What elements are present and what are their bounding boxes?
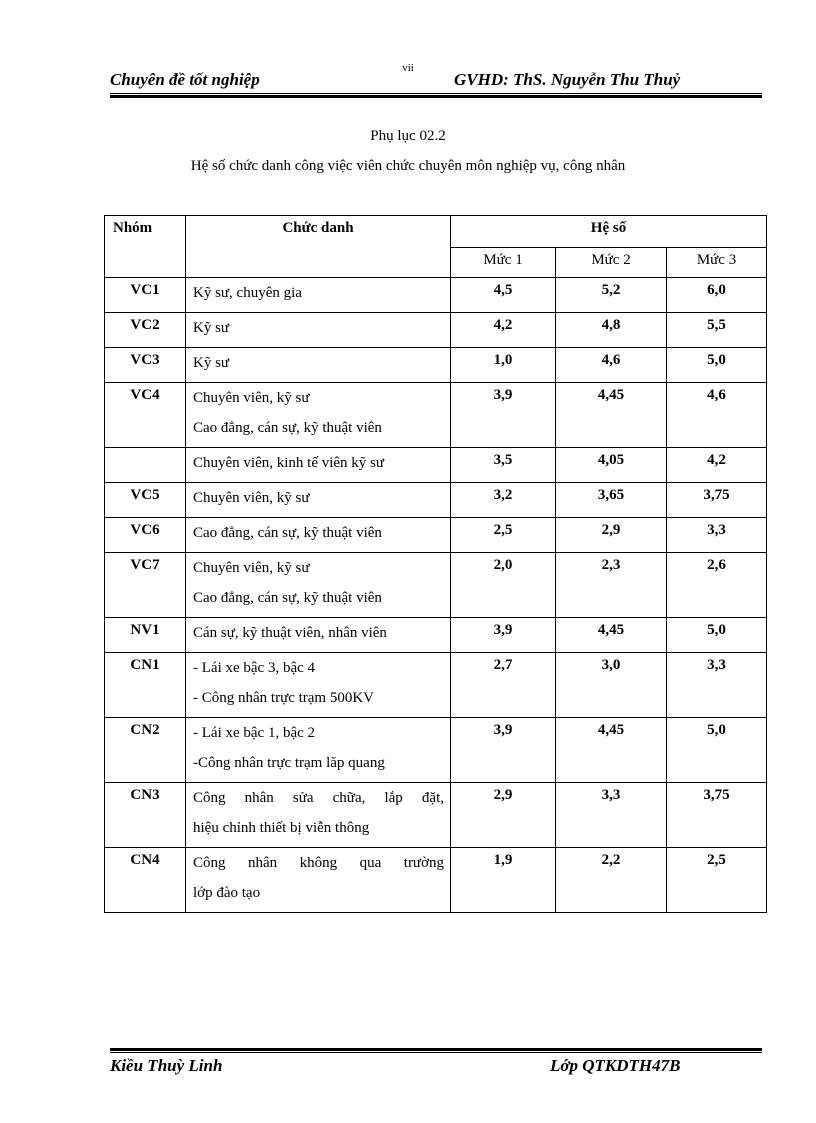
cell-level1: 1,0	[451, 348, 556, 383]
cell-group	[105, 448, 186, 483]
cell-group: VC6	[105, 518, 186, 553]
cell-group: VC7	[105, 553, 186, 618]
table-body	[105, 278, 767, 913]
table-row	[105, 718, 767, 783]
cell-level2: 5,2	[556, 278, 667, 313]
header-level2: Mức 2	[556, 248, 667, 278]
header-coefficient-label: Hệ số	[590, 220, 627, 236]
cell-title-line: Cao đẳng, cán sự, kỹ thuật viên	[193, 590, 382, 606]
cell-level2: 4,45	[556, 718, 667, 783]
cell-level2: 3,0	[556, 653, 667, 718]
table-row	[105, 348, 767, 383]
appendix-label: Phụ lục 02.2	[370, 128, 446, 144]
cell-title	[186, 618, 451, 653]
table-row	[105, 653, 767, 718]
cell-level3: 5,0	[667, 618, 767, 653]
cell-level3: 4,2	[667, 448, 767, 483]
cell-level2: 2,3	[556, 553, 667, 618]
header-level1: Mức 1	[451, 248, 556, 278]
cell-group: VC4	[105, 383, 186, 448]
cell-title	[186, 278, 451, 313]
cell-level3: 5,5	[667, 313, 767, 348]
cell-level1: 2,7	[451, 653, 556, 718]
cell-title-line: Cao đẳng, cán sự, kỹ thuật viên	[193, 420, 382, 436]
table-row	[105, 448, 767, 483]
table-row	[105, 278, 767, 313]
cell-group: VC3	[105, 348, 186, 383]
appendix-title: Hệ số chức danh công việc viên chức chuyên môn nghiệp vụ, công nhân	[190, 158, 626, 174]
table-row	[105, 618, 767, 653]
cell-group: VC2	[105, 313, 186, 348]
table-row	[105, 518, 767, 553]
cell-title	[186, 718, 451, 783]
cell-level2: 4,8	[556, 313, 667, 348]
cell-title-line: Chuyên viên, kỹ sư	[193, 560, 310, 576]
table-row	[105, 383, 767, 448]
header-group	[105, 216, 186, 278]
cell-title-line: Kỹ sư	[193, 355, 230, 371]
cell-level1: 3,9	[451, 718, 556, 783]
cell-title-line: - Lái xe bậc 1, bậc 2	[193, 725, 316, 741]
cell-group: CN3	[105, 783, 186, 848]
table-row	[105, 848, 767, 913]
cell-level2: 4,6	[556, 348, 667, 383]
cell-level2: 2,2	[556, 848, 667, 913]
cell-level2: 4,45	[556, 383, 667, 448]
footer-rule-thick	[110, 1048, 762, 1051]
cell-level1: 2,5	[451, 518, 556, 553]
cell-title	[186, 313, 451, 348]
cell-title	[186, 653, 451, 718]
cell-title-line: - Lái xe bậc 3, bậc 4	[193, 660, 316, 676]
cell-title-line: Công nhân không qua trường	[193, 855, 444, 871]
footer-rule-thin	[110, 1052, 762, 1053]
header-level3: Mức 3	[667, 248, 767, 278]
cell-title-line: Cao đẳng, cán sự, kỹ thuật viên	[193, 525, 382, 541]
cell-title-line: Cán sự, kỹ thuật viên, nhân viên	[193, 625, 387, 641]
cell-level2: 3,65	[556, 483, 667, 518]
cell-level3: 2,6	[667, 553, 767, 618]
cell-group: CN1	[105, 653, 186, 718]
cell-level3: 3,3	[667, 653, 767, 718]
cell-title-line: Chuyên viên, kỹ sư	[193, 390, 310, 406]
header-rule-thin	[110, 93, 762, 94]
cell-level1: 3,2	[451, 483, 556, 518]
cell-title-line: Chuyên viên, kỹ sư	[193, 490, 310, 506]
table-row	[105, 313, 767, 348]
cell-title-line: - Công nhân trực trạm 500KV	[193, 690, 375, 706]
header-group-label: Nhóm	[113, 220, 153, 236]
page-footer	[110, 1056, 762, 1078]
page-header	[110, 70, 762, 92]
cell-level2: 4,45	[556, 618, 667, 653]
cell-level1: 4,2	[451, 313, 556, 348]
cell-title-line: hiệu chỉnh thiết bị viễn thông	[193, 820, 370, 836]
cell-level1: 3,9	[451, 618, 556, 653]
cell-level3: 3,75	[667, 783, 767, 848]
footer-right-text: Lớp QTKDTH47B	[550, 1056, 681, 1075]
header-title	[186, 216, 451, 278]
header-title-label: Chức danh	[282, 220, 354, 236]
cell-title	[186, 348, 451, 383]
cell-group: CN4	[105, 848, 186, 913]
cell-level1: 4,5	[451, 278, 556, 313]
cell-title-line: Chuyên viên, kinh tế viên kỹ sư	[193, 455, 385, 471]
cell-title	[186, 783, 451, 848]
cell-group: NV1	[105, 618, 186, 653]
cell-level2: 2,9	[556, 518, 667, 553]
cell-level3: 3,75	[667, 483, 767, 518]
cell-level3: 4,6	[667, 383, 767, 448]
cell-level1: 2,9	[451, 783, 556, 848]
cell-group: CN2	[105, 718, 186, 783]
cell-level3: 5,0	[667, 348, 767, 383]
cell-group: VC5	[105, 483, 186, 518]
page-number: vii	[402, 62, 414, 74]
table-row	[105, 783, 767, 848]
header-right-text: GVHD: ThS. Nguyễn Thu Thuỷ	[454, 70, 681, 89]
cell-level2: 4,05	[556, 448, 667, 483]
cell-title-line: -Công nhân trực trạm lăp quang	[193, 755, 385, 771]
cell-title	[186, 553, 451, 618]
cell-title	[186, 848, 451, 913]
cell-level3: 5,0	[667, 718, 767, 783]
cell-level1: 3,9	[451, 383, 556, 448]
cell-title-line: Công nhân sửa chữa, lắp đặt,	[193, 790, 444, 806]
footer-left-text: Kiều Thuỳ Linh	[110, 1056, 223, 1075]
cell-level1: 3,5	[451, 448, 556, 483]
header-left-text: Chuyên đề tốt nghiệp	[110, 70, 260, 89]
coefficient-table	[104, 215, 767, 913]
cell-title-line: lớp đào tạo	[193, 885, 261, 901]
cell-level2: 3,3	[556, 783, 667, 848]
header-rule-thick	[110, 95, 762, 98]
cell-group: VC1	[105, 278, 186, 313]
cell-title	[186, 448, 451, 483]
cell-title-line: Kỹ sư, chuyên gia	[193, 285, 302, 301]
cell-title	[186, 383, 451, 448]
cell-level3: 2,5	[667, 848, 767, 913]
cell-title	[186, 518, 451, 553]
cell-level1: 1,9	[451, 848, 556, 913]
header-coefficient	[451, 216, 767, 248]
cell-level3: 3,3	[667, 518, 767, 553]
cell-level3: 6,0	[667, 278, 767, 313]
table-row	[105, 553, 767, 618]
cell-title-line: Kỹ sư	[193, 320, 230, 336]
cell-level1: 2,0	[451, 553, 556, 618]
table-row	[105, 483, 767, 518]
cell-title	[186, 483, 451, 518]
